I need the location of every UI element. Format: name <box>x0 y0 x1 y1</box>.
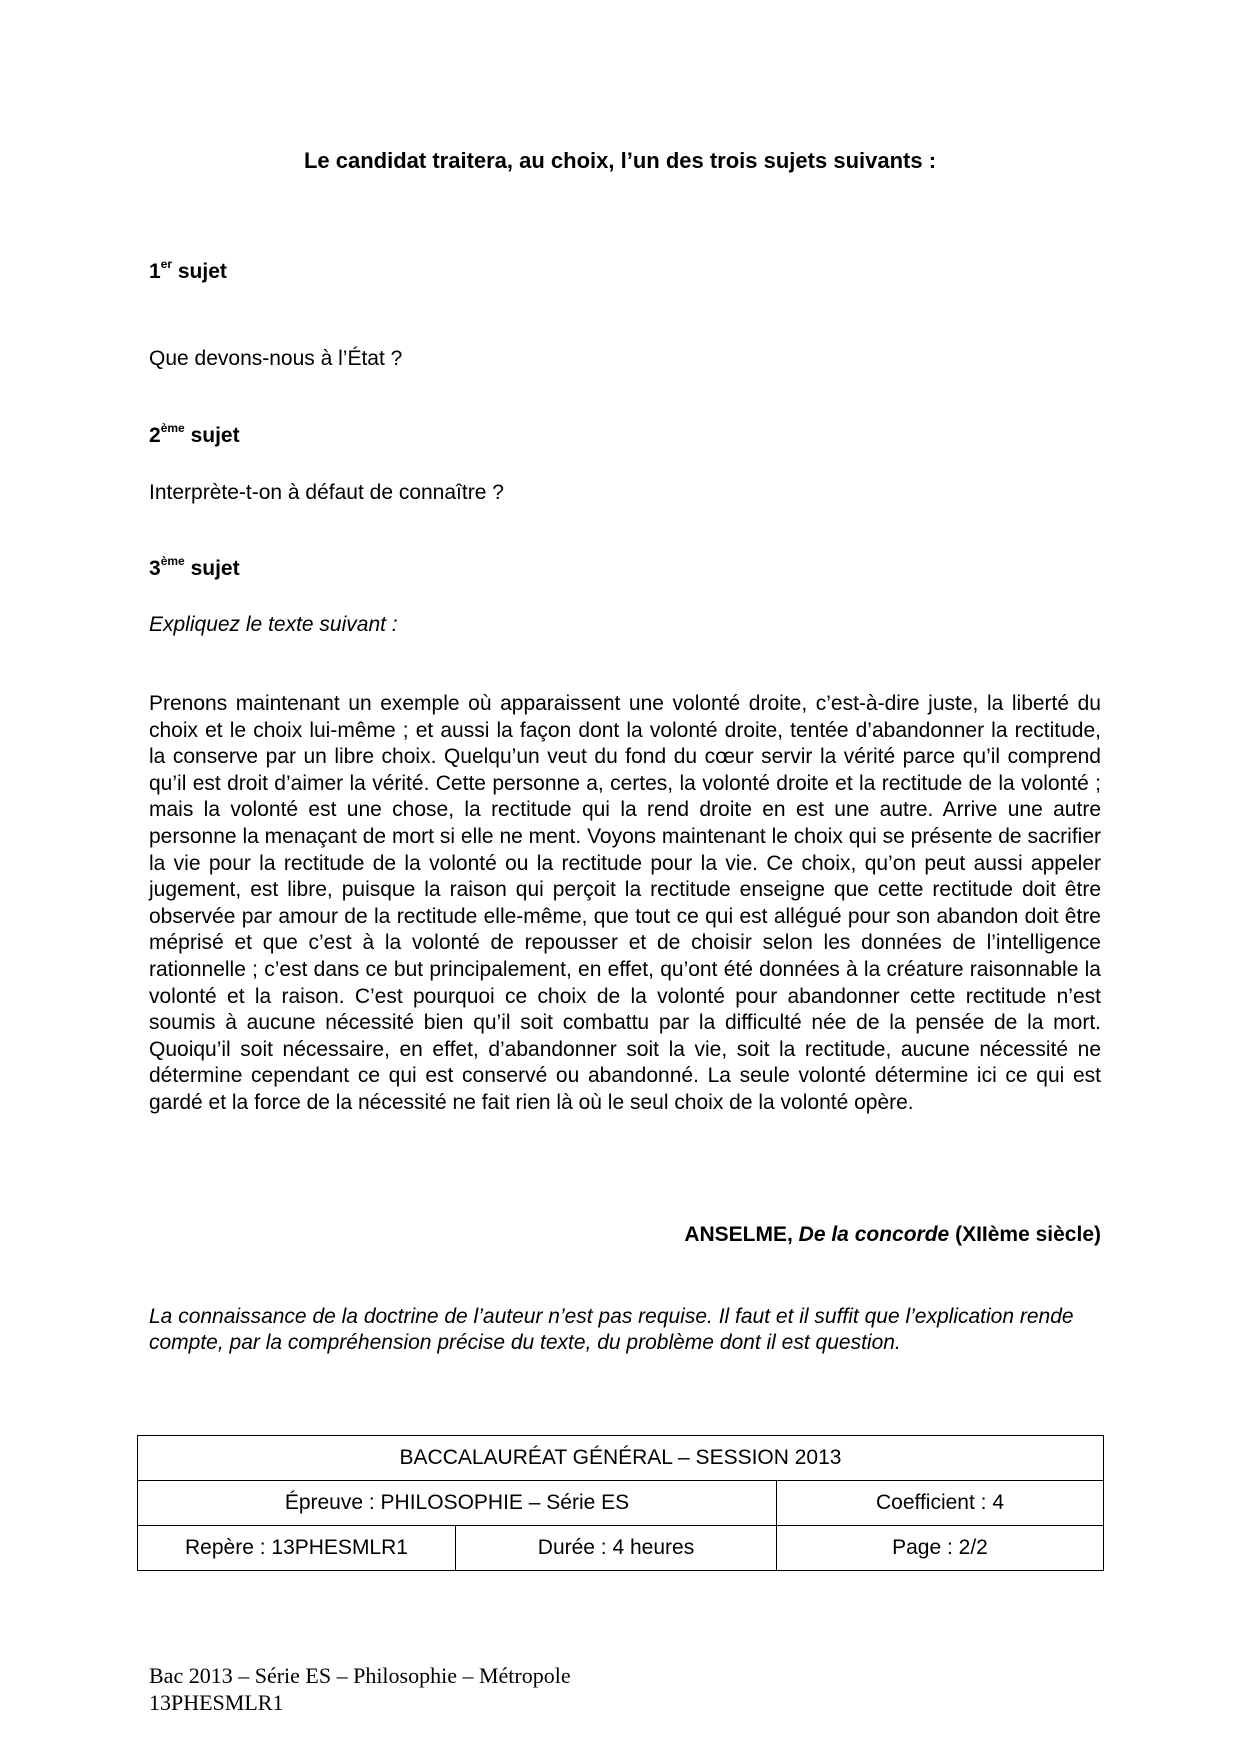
subject-2-number: 2 <box>149 424 161 447</box>
instruction-note: La connaissance de la doctrine de l’auteur n’est pas requise. Il faut et il suffit que l’explication rende compte, par la compréhension précise du texte, du problème dont il est question. <box>149 1305 1074 1354</box>
table-row <box>138 1436 1104 1481</box>
coefficient-cell: Coefficient : 4 <box>777 1481 1104 1526</box>
attribution-century: (XIIème siècle) <box>955 1223 1101 1246</box>
session-cell: BACCALAURÉAT GÉNÉRAL – SESSION 2013 <box>138 1436 1104 1481</box>
page-heading: Le candidat traitera, au choix, l’un des trois sujets suivants : <box>303 148 937 173</box>
subject-3-suffix: ème <box>160 554 185 568</box>
duree-cell: Durée : 4 heures <box>456 1526 777 1571</box>
subject-3-instruction: Expliquez le texte suivant : <box>149 613 398 636</box>
exam-info-table <box>137 1435 1104 1571</box>
subject-1-number: 1 <box>149 260 161 283</box>
subject-1-suffix: er <box>160 257 173 271</box>
subject-2-suffix: ème <box>160 421 185 435</box>
subject-1-text: Que devons-nous à l’État ? <box>149 347 403 370</box>
subject-2-text: Interprète-t-on à défaut de connaître ? <box>149 481 504 504</box>
subject-3-title <box>149 556 240 582</box>
footer-line-2: 13PHESMLR1 <box>149 1690 284 1715</box>
repere-cell: Repère : 13PHESMLR1 <box>138 1526 456 1571</box>
attribution-author: ANSELME, <box>684 1223 793 1246</box>
subject-1-label: sujet <box>177 260 227 283</box>
subject-1-title <box>149 259 227 285</box>
subject-3-number: 3 <box>149 557 161 580</box>
subject-2-label: sujet <box>190 424 240 447</box>
subject-2-title <box>149 423 240 449</box>
page-cell: Page : 2/2 <box>777 1526 1104 1571</box>
epreuve-cell: Épreuve : PHILOSOPHIE – Série ES <box>138 1481 777 1526</box>
footer-line-1: Bac 2013 – Série ES – Philosophie – Métropole <box>149 1663 571 1688</box>
attribution-work: De la concorde <box>798 1223 950 1246</box>
page-footer <box>149 1662 571 1716</box>
philosophy-passage: Prenons maintenant un exemple où apparaissent une volonté droite, c’est-à-dire juste, la liberté du choix et le choix lui-même ; et aussi la façon dont la volonté droite, tentée d’abandonner la rectitude, la conserve par un libre choix. Quelqu’un veut du fond du cœur servir la vérité parce qu’il comprend qu’il est droit d’aimer la vérité. Cette personne a, certes, la volonté droite et la rectitude de la volonté ; mais la volonté est une chose, la rectitude qui la rend droite en est une autre. Arrive une autre personne la menaçant de mort si elle ne ment. Voyons maintenant le choix qui se présente de sacrifier la vie pour la rectitude de la volonté ou la rectitude pour la vie. Ce choix, qu’on peut aussi appeler jugement, est libre, puisque la raison qui perçoit la rectitude enseigne que cette rectitude doit être observée par amour de la rectitude elle-même, que tout ce qui est allégué pour son abandon doit être méprisé et que c’est à la volonté de repousser et de choisir selon les données de l’intelligence rationnelle ; c’est dans ce but principalement, en effet, qu’ont été données à la créature raisonnable la volonté et la raison. C’est pourquoi ce choix de la volonté pour abandonner cette rectitude n’est soumis à aucune nécessité bien qu’il soit combattu par la difficulté née de la pensée de la mort. Quoiqu’il soit nécessaire, en effet, d’abandonner soit la vie, soit la rectitude, aucune nécessité ne détermine cependant ce qui est conservé ou abandonné. La seule volonté détermine ici ce qui est gardé et la force de la nécessité ne fait rien là où le seul choix de la volonté opère. <box>149 692 1101 1114</box>
table-row <box>138 1481 1104 1526</box>
subject-3-label: sujet <box>190 557 240 580</box>
table-row <box>138 1526 1104 1571</box>
passage-attribution <box>684 1222 1101 1248</box>
